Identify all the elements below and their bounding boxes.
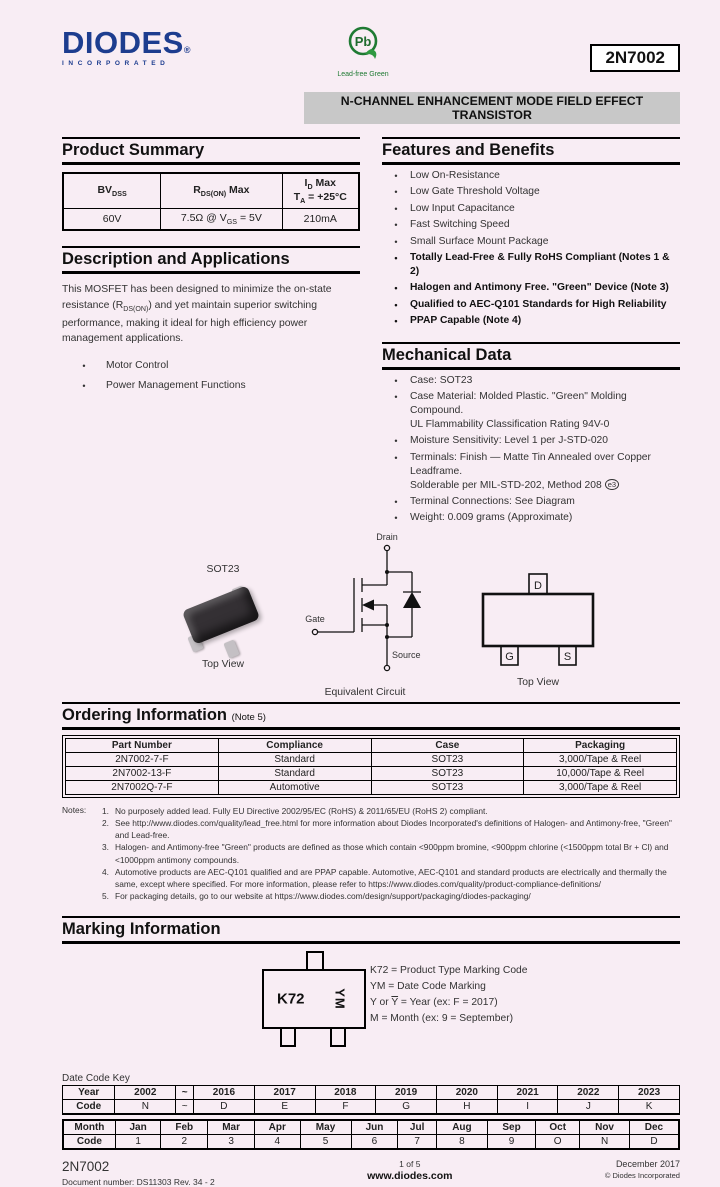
list-item: • Power Management Functions bbox=[62, 379, 360, 393]
marking-diagram-row bbox=[62, 947, 680, 1069]
note-item: 5. For packaging details, go to our website at https://www.diodes.com/design/support/packaging/diodes-packaging/ bbox=[102, 891, 531, 902]
bullet-icon: • bbox=[394, 299, 398, 310]
bullet-icon: • bbox=[82, 380, 86, 391]
bvdss-value: 60V bbox=[63, 209, 161, 231]
package-lead bbox=[223, 639, 239, 658]
figure-caption: Top View bbox=[517, 676, 559, 688]
table-row bbox=[66, 780, 677, 794]
col-packaging: Packaging bbox=[524, 738, 677, 752]
list-item: • Fast Switching Speed bbox=[382, 218, 680, 232]
bullet-icon: • bbox=[394, 283, 398, 294]
table-row: Code N ~ D E F G H I J K bbox=[63, 1100, 680, 1115]
description-paragraph: This MOSFET has been designed to minimize the on-state resistance $(R_{DS(ON)})$ and yet maintain superior switching performance, making it ideal for high efficiency power management applications. bbox=[62, 284, 332, 345]
figure-caption: Top View bbox=[202, 658, 244, 670]
section-rule bbox=[62, 941, 680, 944]
marking-section bbox=[62, 916, 680, 1150]
table-header-row bbox=[63, 173, 359, 209]
mosfet-schematic bbox=[290, 532, 440, 682]
bullet-icon: • bbox=[82, 360, 86, 371]
page-footer bbox=[62, 1159, 680, 1187]
pin-g-label: G bbox=[505, 650, 514, 663]
footer-date: December 2017 bbox=[615, 1159, 680, 1170]
note-item: 2. See http://www.diodes.com/quality/lead_free.html for more information about Diodes Incorporated's definitions of Halogen- and Antimony-free, "Green" and Lead-free. bbox=[102, 818, 672, 841]
list-item: • Case: SOT23 bbox=[382, 374, 680, 388]
footer-left bbox=[62, 1159, 215, 1187]
package-outline-figure bbox=[458, 566, 618, 688]
cell: SOT23 bbox=[371, 752, 524, 766]
list-item: • Motor Control bbox=[62, 359, 360, 373]
cell: Automotive bbox=[218, 780, 371, 794]
section-rule bbox=[382, 367, 680, 370]
sot23-package-image bbox=[168, 581, 278, 659]
cell: 3,000/Tape & Reel bbox=[524, 752, 677, 766]
footer-center bbox=[367, 1159, 452, 1187]
website-link: www.diodes.com bbox=[367, 1170, 453, 1183]
legend-line: YM = Date Code Marking bbox=[370, 981, 486, 993]
bullet-icon: • bbox=[394, 236, 398, 247]
cell: 10,000/Tape & Reel bbox=[524, 766, 677, 780]
cell: 2N7002-13-F bbox=[66, 766, 219, 780]
col-compliance: Compliance bbox=[218, 738, 371, 752]
rdson-value: 7.5Ω @ $V_{GS} = 5V$ bbox=[161, 209, 282, 231]
pin-d-label: D bbox=[534, 579, 542, 592]
package-pin bbox=[280, 1027, 296, 1047]
cell: 2N7002-7-F bbox=[66, 752, 219, 766]
section-rule bbox=[62, 162, 360, 165]
section-rule bbox=[62, 271, 360, 274]
pb-free-caption: Lead-free Green bbox=[337, 71, 389, 78]
top-columns bbox=[62, 137, 680, 528]
description-title: Description and Applications bbox=[62, 250, 290, 269]
table-row: Year 2002 ~ 2016 2017 2018 2019 2020 2021 2022 2023 bbox=[63, 1086, 680, 1100]
list-item: • PPAP Capable (Note 4) bbox=[382, 314, 680, 328]
lead-free-green-logo bbox=[324, 24, 402, 78]
package-pin bbox=[306, 951, 324, 971]
features-list bbox=[382, 169, 680, 328]
features-header bbox=[382, 137, 680, 165]
list-item: • Terminal Connections: See Diagram bbox=[382, 495, 680, 509]
footer-right bbox=[605, 1159, 680, 1187]
marking-diagram bbox=[262, 969, 366, 1029]
cell: 2N7002Q-7-F bbox=[66, 780, 219, 794]
diodes-logo-subtext: INCORPORATED bbox=[62, 60, 170, 68]
package-body bbox=[182, 585, 260, 645]
note-item: 1. No purposely added lead. Fully EU Directive 2002/95/EC (RoHS) & 2011/65/EU (RoHS 2) compliant. bbox=[102, 805, 488, 816]
table-row: Month Jan Feb Mar Apr May Jun Jul Aug Sep Oct Nov Dec bbox=[63, 1120, 679, 1135]
cell: Standard bbox=[218, 766, 371, 780]
pin-s-label: S bbox=[563, 650, 572, 663]
legend-line: K72 = Product Type Marking Code bbox=[370, 965, 528, 977]
marking-legend bbox=[370, 963, 528, 1027]
mechanical-list bbox=[382, 374, 680, 525]
list-item: • Halogen and Antimony Free. "Green" Device (Note 3) bbox=[382, 281, 680, 295]
table-header-row bbox=[66, 738, 677, 752]
bullet-icon: • bbox=[394, 497, 398, 508]
year-code-table bbox=[62, 1085, 680, 1115]
gate-label: Gate bbox=[305, 613, 325, 624]
description-header bbox=[62, 246, 360, 274]
list-item: • Terminals: Finish — Matte Tin Annealed over Copper Leadframe. Solderable per MIL-STD-202, Method 208 e3 bbox=[382, 451, 680, 493]
marking-header bbox=[62, 916, 680, 944]
part-number-box: 2N7002 bbox=[590, 44, 680, 72]
col-idmax-header: $I_D$ Max $T_A = +25^\circ C$ bbox=[282, 173, 359, 209]
date-code-key-label: Date Code Key bbox=[62, 1073, 130, 1085]
list-item: • Qualified to AEC-Q101 Standards for High Reliability bbox=[382, 298, 680, 312]
table-row bbox=[63, 209, 359, 231]
mechanical-title: Mechanical Data bbox=[382, 345, 512, 364]
bullet-icon: • bbox=[394, 171, 398, 181]
ordering-header bbox=[62, 702, 680, 730]
product-summary-table bbox=[62, 172, 360, 231]
ordering-table bbox=[65, 738, 677, 795]
cell: SOT23 bbox=[371, 780, 524, 794]
applications-list bbox=[62, 359, 360, 393]
bullet-icon: • bbox=[394, 375, 398, 386]
table-row bbox=[66, 752, 677, 766]
bullet-icon: • bbox=[394, 252, 398, 263]
bullet-icon: • bbox=[394, 513, 398, 524]
marking-date-code: YM bbox=[331, 988, 347, 1011]
figure-caption: Equivalent Circuit bbox=[324, 686, 406, 698]
list-item: • Low Gate Threshold Voltage bbox=[382, 185, 680, 199]
features-title: Features and Benefits bbox=[382, 141, 555, 159]
table-row: Code 1 2 3 4 5 6 7 8 9 O N D bbox=[63, 1135, 679, 1150]
list-item: • Low On-Resistance bbox=[382, 169, 680, 183]
notes-list bbox=[102, 805, 680, 903]
bullet-icon: • bbox=[394, 316, 398, 327]
bullet-icon: • bbox=[394, 436, 398, 447]
note-item: 4. Automotive products are AEC-Q101 qualified and are PPAP capable. Automotive, AEC-Q101 and standard products are electrically and thermally the same, except where specified. For more information, please refer to https://www.diodes.com/quality/product-compliance-definitions/ bbox=[102, 866, 667, 889]
col-bvdss-header: $BV_{DSS}$ bbox=[63, 173, 161, 209]
bullet-icon: • bbox=[394, 187, 398, 198]
col-case: Case bbox=[371, 738, 524, 752]
month-code-table bbox=[62, 1119, 680, 1150]
left-column bbox=[62, 137, 360, 528]
mechanical-header bbox=[382, 342, 680, 370]
idmax-value: 210mA bbox=[282, 209, 359, 231]
marking-title: Marking Information bbox=[62, 920, 221, 939]
notes-block bbox=[62, 805, 680, 903]
table-row bbox=[66, 766, 677, 780]
bullet-icon: • bbox=[394, 203, 398, 214]
footer-doc-number: Document number: DS11303 Rev. 34 - 2 bbox=[62, 1177, 215, 1187]
ordering-section bbox=[62, 702, 680, 903]
list-item: • Low Input Capacitance bbox=[382, 202, 680, 216]
legend-line: Y or $\overline{Y}$ = Year (ex: F = 2017) bbox=[370, 997, 498, 1009]
product-summary-header bbox=[62, 137, 360, 165]
col-part-number: Part Number bbox=[66, 738, 219, 752]
sot23-label: SOT23 bbox=[206, 563, 240, 575]
list-item: • Case Material: Molded Plastic. "Green" Molding Compound. UL Flammability Classification Rating 94V-0 bbox=[382, 390, 680, 432]
ordering-note-ref: (Note 5) bbox=[231, 711, 266, 723]
drain-label: Drain bbox=[376, 531, 398, 542]
ordering-table-wrap bbox=[62, 735, 680, 798]
product-summary-title: Product Summary bbox=[62, 141, 205, 159]
svg-text:Pb: Pb bbox=[354, 34, 372, 49]
col-rdson-header: $R_{DS(ON)}$ Max bbox=[161, 173, 282, 209]
source-label: Source bbox=[392, 649, 421, 660]
footer-part-number: 2N7002 bbox=[62, 1159, 110, 1175]
e3-icon: e3 bbox=[605, 479, 619, 490]
registered-mark-icon: ® bbox=[183, 45, 191, 55]
notes-label: Notes: bbox=[62, 804, 87, 815]
section-rule bbox=[62, 727, 680, 730]
section-rule bbox=[382, 162, 680, 165]
package-figures bbox=[62, 532, 680, 702]
equivalent-circuit-figure bbox=[290, 532, 440, 698]
right-column bbox=[382, 137, 680, 528]
marking-code: K72 bbox=[277, 990, 305, 1008]
diodes-wordmark: DIODES bbox=[62, 25, 184, 60]
bullet-icon: • bbox=[394, 220, 398, 231]
list-item: • Small Surface Mount Package bbox=[382, 235, 680, 249]
note-item: 3. Halogen- and Antimony-free "Green" products are defined as those which contain <900ppm bromine, <900ppm chlorine (<1500ppm total Br + Cl) and <1000ppm antimony compounds. bbox=[102, 842, 669, 865]
sot23-3d-figure bbox=[158, 564, 288, 670]
page-title: N-CHANNEL ENHANCEMENT MODE FIELD EFFECT TRANSISTOR bbox=[304, 92, 680, 124]
page-header bbox=[62, 25, 680, 86]
bullet-icon: • bbox=[394, 392, 398, 403]
cell: SOT23 bbox=[371, 766, 524, 780]
pb-free-icon bbox=[337, 24, 389, 66]
ordering-title: Ordering Information (Note 5) bbox=[62, 705, 266, 724]
sot23-outline-drawing bbox=[463, 566, 613, 672]
list-item: • Totally Lead-Free & Fully RoHS Compliant (Notes 1 & 2) bbox=[382, 251, 680, 279]
marking-package-outline bbox=[262, 969, 366, 1029]
legend-line: M = Month (ex: 9 = September) bbox=[370, 1013, 514, 1025]
list-item: • Moisture Sensitivity: Level 1 per J-STD-020 bbox=[382, 434, 680, 448]
cell: 3,000/Tape & Reel bbox=[524, 780, 677, 794]
package-pin bbox=[330, 1027, 346, 1047]
page-indicator: 1 of 5 bbox=[399, 1159, 421, 1170]
bullet-icon: • bbox=[394, 452, 398, 463]
list-item: • Weight: 0.009 grams (Approximate) bbox=[382, 511, 680, 525]
footer-copyright: © Diodes Incorporated bbox=[604, 1171, 680, 1181]
cell: Standard bbox=[218, 752, 371, 766]
